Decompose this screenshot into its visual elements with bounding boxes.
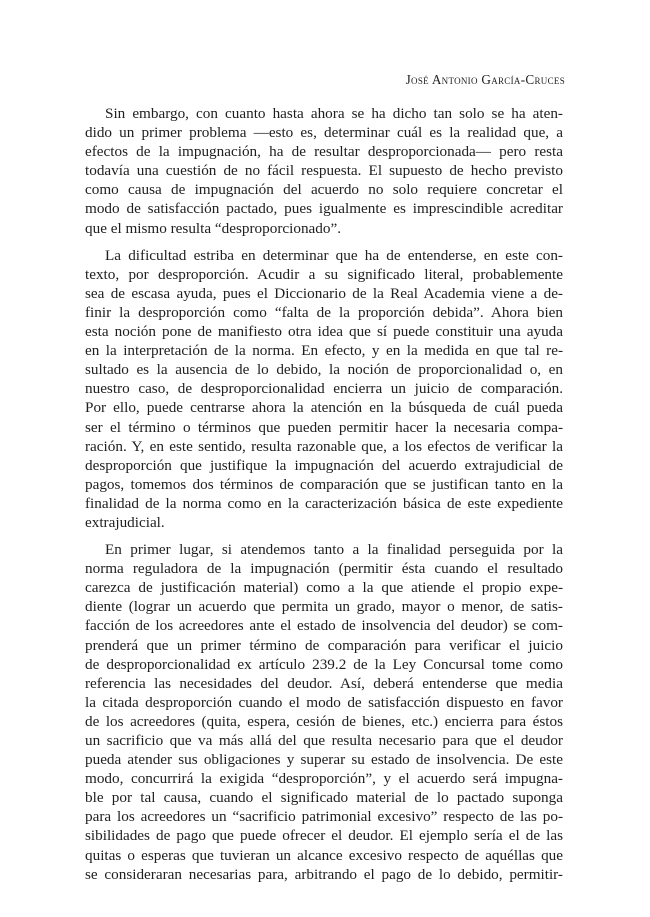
text-line: desproporción que justifique la impugnación del acuerdo extrajudicial de xyxy=(85,456,563,474)
text-line: un sacrificio que va más allá del que resulta necesario para que el deudor xyxy=(85,732,563,749)
text-line: ración. Y, en este sentido, resulta razonable que, a los efectos de verificar la xyxy=(85,437,563,455)
text-line: la citada desproporción cuando el modo de satisfacción dispuesto en favor xyxy=(85,693,563,711)
text-line: sibilidades de pago que puede ofrecer el deudor. El ejemplo sería el de las xyxy=(85,827,563,845)
text-line: Sin embargo, con cuanto hasta ahora se ha dicho tan solo se ha aten- xyxy=(105,105,563,122)
text-line: norma reguladora de la impugnación (permitir ésta cuando el resultado xyxy=(85,560,563,578)
text-line: finir la desproporción como “falta de la proporción debida”. Ahora bien xyxy=(85,303,563,321)
paragraph xyxy=(85,246,563,532)
text-line: pagos, tomemos dos términos de comparación que se justifican tanto en la xyxy=(85,475,563,493)
text-line: La dificultad estriba en determinar que ha de entenderse, en este con- xyxy=(105,246,563,264)
text-line: sea de escasa ayuda, pues el Diccionario de la Real Academia viene a de- xyxy=(85,284,563,302)
text-line: esta noción pone de manifiesto otra idea que sí puede constituir una ayuda xyxy=(85,323,563,341)
text-line: ble por tal causa, cuando el significado material de lo pactado suponga xyxy=(85,789,563,807)
paragraph xyxy=(85,104,563,238)
text-line: Por ello, puede centrarse ahora la atención en la búsqueda de cuál pueda xyxy=(85,399,563,417)
text-line: dido un primer problema —esto es, determinar cuál es la realidad que, a xyxy=(85,124,563,142)
paragraph xyxy=(85,540,563,884)
text-line: prenderá que un primer término de comparación para verificar el juicio xyxy=(85,636,563,654)
text-line: modo, concurrirá la exigida “desproporción”, y el acuerdo será impugna- xyxy=(85,770,563,788)
text-line: como causa de impugnación del acuerdo no solo requiere concretar el xyxy=(85,181,563,199)
text-line: nuestro caso, de desproporcionalidad encierra un juicio de comparación. xyxy=(85,380,563,398)
text-line: referencia las necesidades del deudor. Así, deberá entenderse que media xyxy=(85,674,563,692)
text-line: ser el término o términos que pueden permitir hacer la necesaria compa- xyxy=(85,418,563,436)
text-line: que el mismo resulta “desproporcionado”. xyxy=(85,219,341,237)
text-line: de los acreedores (quita, espera, cesión de bienes, etc.) encierra para éstos xyxy=(85,712,563,730)
text-line: carezca de justificación material) como a la que atiende el propio expe- xyxy=(85,579,563,597)
text-line: facción de los acreedores ante el estado de insolvencia del deudor) se com- xyxy=(85,617,563,635)
text-line: diente (lograr un acuerdo que permita un grado, mayor o menor, de satis- xyxy=(85,598,563,616)
text-line: sultado es la ausencia de lo debido, la noción de proporcionalidad o, en xyxy=(85,361,563,379)
text-line: quitas o esperas que tuvieran un alcance excesivo respecto de aquéllas que xyxy=(85,846,563,864)
text-line: extrajudicial. xyxy=(85,513,165,531)
text-line: texto, por desproporción. Acudir a su significado literal, probablemente xyxy=(85,265,563,283)
text-line: modo de satisfacción pactado, pues igualmente es imprescindible acreditar xyxy=(85,200,563,218)
text-line: finalidad de la norma como en la caracterización básica de este expediente xyxy=(85,494,563,512)
text-line: se consideraran necesarias para, arbitrando el pago de lo debido, permitir- xyxy=(85,865,563,883)
text-line: pueda atender sus obligaciones y superar su estado de insolvencia. De este xyxy=(85,751,563,769)
text-line: efectos de la impugnación, ha de resultar desproporcionada— pero resta xyxy=(85,143,563,161)
text-line: de desproporcionalidad ex artículo 239.2 de la Ley Concursal tome como xyxy=(85,655,563,673)
running-head-author: José Antonio García-Cruces xyxy=(405,72,565,87)
text-line: todavía una cuestión de no fácil respuesta. El supuesto de hecho previsto xyxy=(85,162,563,180)
text-line: en la interpretación de la norma. En efecto, y en la medida en que tal re- xyxy=(85,342,563,360)
body-text xyxy=(85,104,563,892)
text-line: para los acreedores un “sacrificio patrimonial excesivo” respecto de las po- xyxy=(85,808,563,826)
text-line: En primer lugar, si atendemos tanto a la finalidad perseguida por la xyxy=(105,541,563,559)
